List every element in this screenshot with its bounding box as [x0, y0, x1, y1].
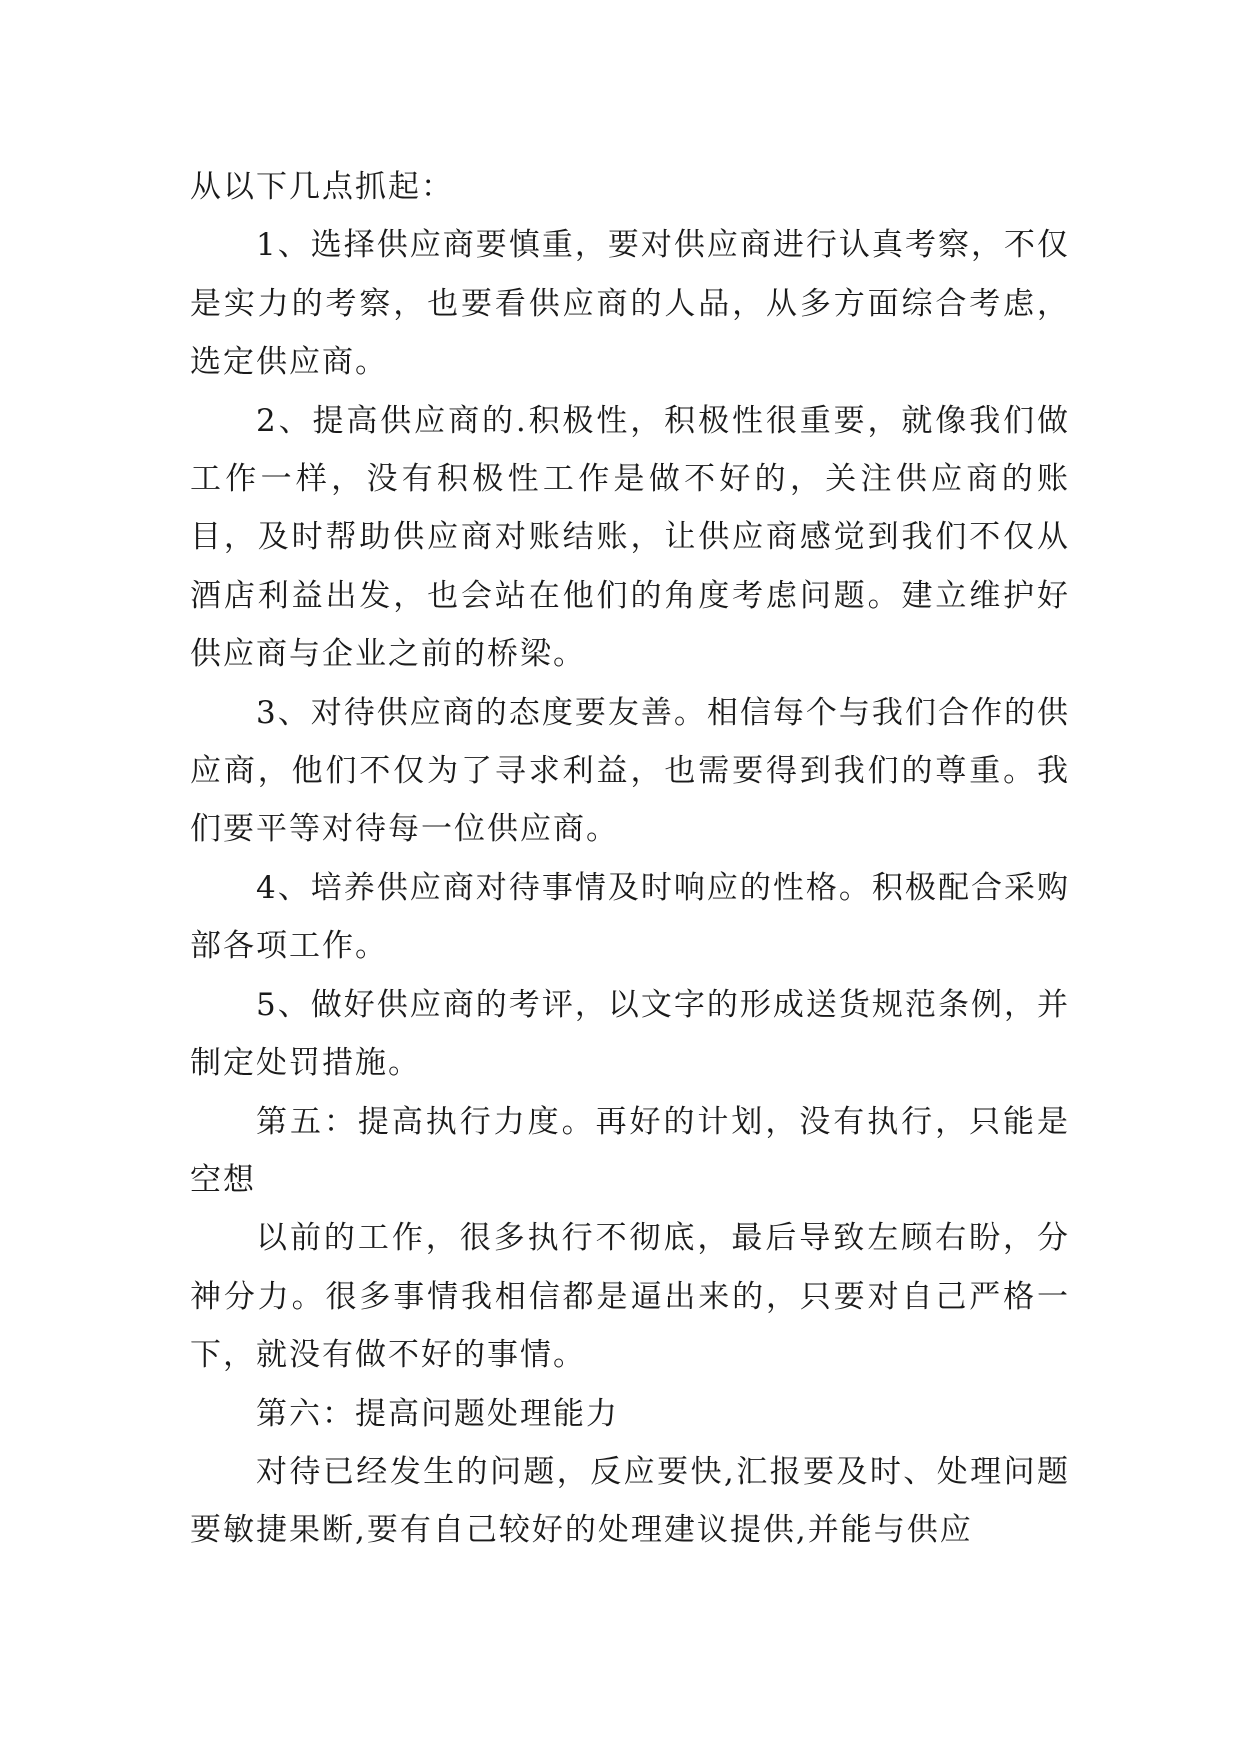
paragraph-item-5: 5、做好供应商的考评，以文字的形成送货规范条例，并制定处罚措施。	[190, 986, 1070, 1082]
section-heading-sixth: 第六：提高问题处理能力	[256, 1395, 619, 1432]
document-body	[190, 158, 1070, 1560]
paragraph-intro: 从以下几点抓起：	[190, 169, 454, 205]
paragraph-execution: 以前的工作，很多执行不彻底，最后导致左顾右盼，分神分力。很多事情我相信都是逼出来的，只要对自己严格一下，就没有做不好的事情。	[190, 1220, 1070, 1374]
section-heading-fifth: 第五：提高执行力度。再好的计划，没有执行，只能是空想	[190, 1103, 1070, 1198]
paragraph-problem-handling: 对待已经发生的问题，反应要快,汇报要及时、处理问题要敏捷果断,要有自己较好的处理建议提供,并能与供应	[190, 1453, 1070, 1549]
paragraph-item-4: 4、培养供应商对待事情及时响应的性格。积极配合采购部各项工作。	[190, 869, 1070, 965]
paragraph-item-1: 1、选择供应商要慎重，要对供应商进行认真考察，不仅是实力的考察，也要看供应商的人品，从多方面综合考虑，选定供应商。	[190, 227, 1070, 381]
paragraph-item-3: 3、对待供应商的态度要友善。相信每个与我们合作的供应商，他们不仅为了寻求利益，也需要得到我们的尊重。我们要平等对待每一位供应商。	[190, 694, 1070, 848]
paragraph-item-2: 2、提高供应商的.积极性，积极性很重要，就像我们做工作一样，没有积极性工作是做不好的，关注供应商的账目，及时帮助供应商对账结账，让供应商感觉到我们不仅从酒店利益出发，也会站在他们的角度考虑问题。建立维护好供应商与企业之前的桥梁。	[190, 402, 1070, 673]
